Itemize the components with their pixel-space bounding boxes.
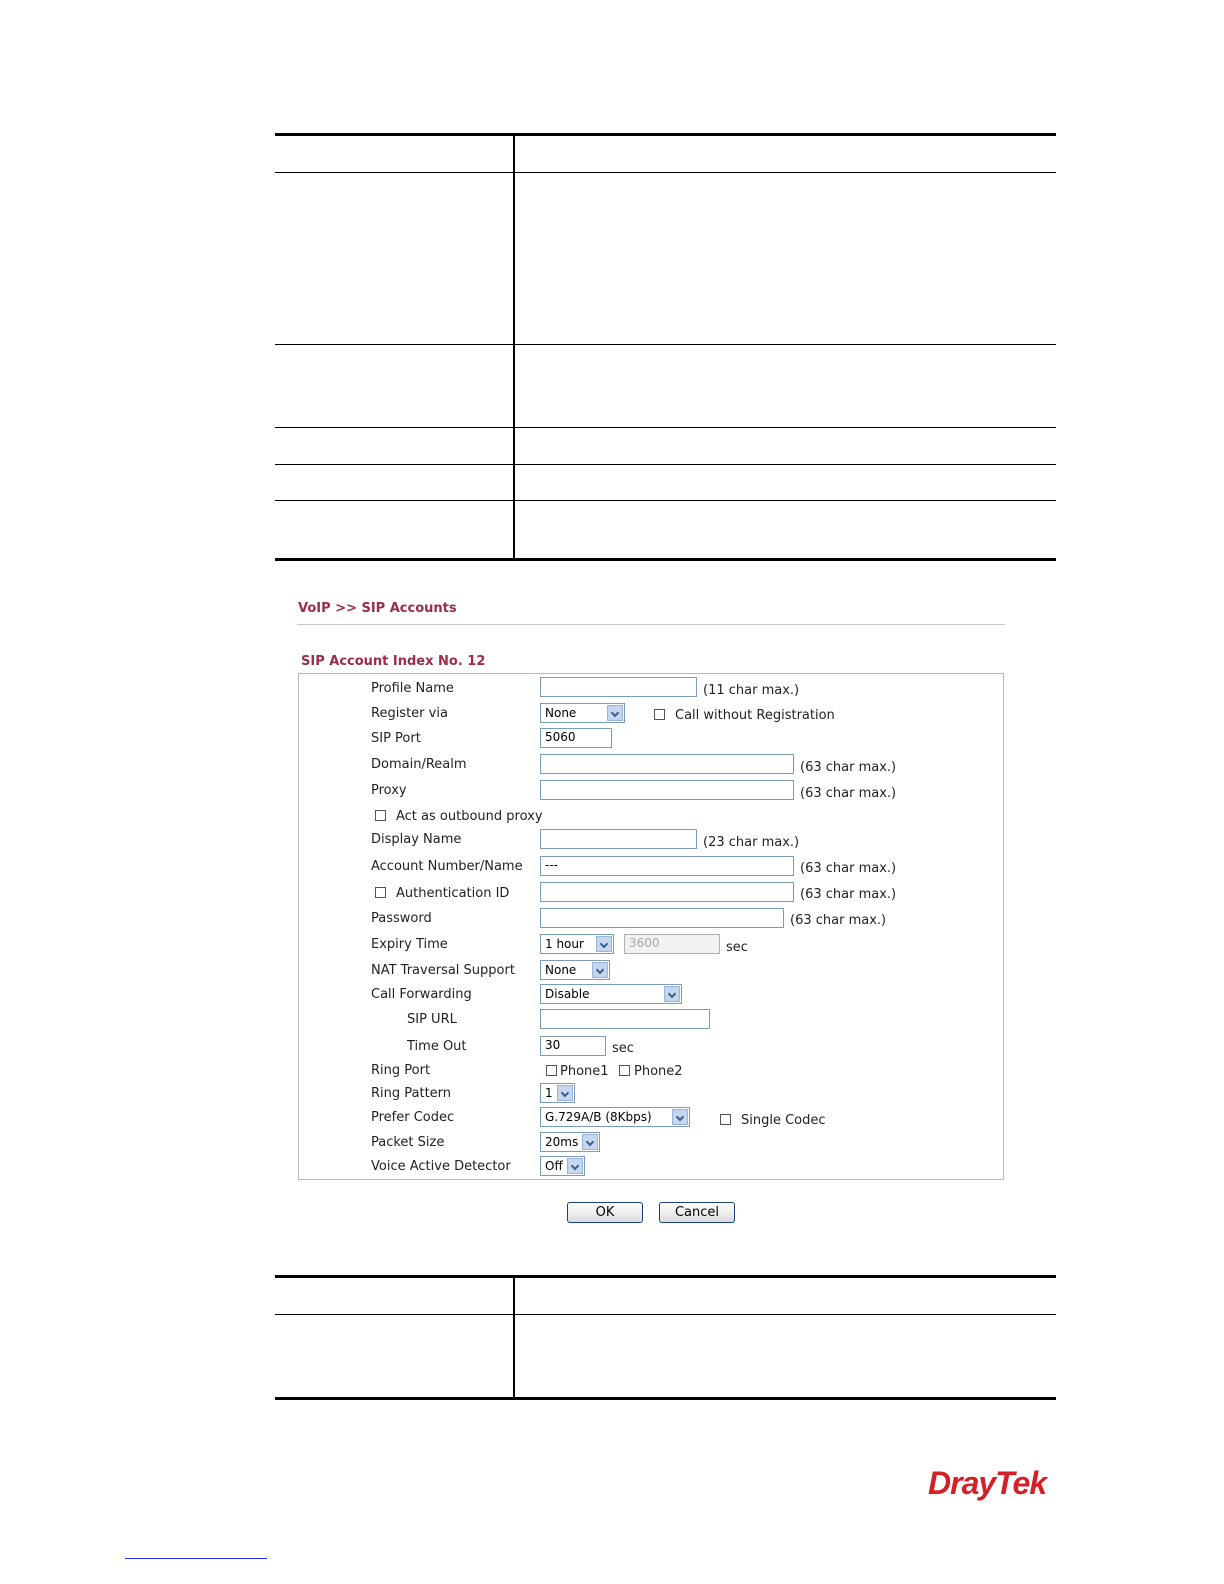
title-divider bbox=[297, 624, 1005, 625]
packet-size-select[interactable] bbox=[540, 1132, 600, 1152]
packet-size-value: 20ms bbox=[545, 1135, 579, 1149]
outbound-proxy-label: Act as outbound proxy bbox=[396, 809, 543, 824]
expiry-seconds-input: 3600 bbox=[624, 934, 720, 954]
footer-link-underline bbox=[125, 1558, 267, 1559]
phone2-label: Phone2 bbox=[634, 1064, 683, 1079]
phone1-checkbox[interactable] bbox=[546, 1065, 557, 1076]
chevron-down-icon bbox=[557, 1085, 573, 1101]
table-header-row bbox=[275, 1277, 1056, 1315]
authentication-id-input[interactable] bbox=[540, 882, 794, 902]
ring-pattern-value: 1 bbox=[545, 1086, 553, 1100]
table-row bbox=[275, 501, 1056, 560]
sip-port-label: SIP Port bbox=[371, 731, 421, 746]
register-via-value: None bbox=[545, 706, 577, 720]
prefer-codec-value: G.729A/B (8Kbps) bbox=[545, 1110, 652, 1124]
chevron-down-icon bbox=[567, 1158, 583, 1174]
account-number-input[interactable]: --- bbox=[540, 856, 794, 876]
password-input[interactable] bbox=[540, 908, 784, 928]
proxy-label: Proxy bbox=[371, 783, 407, 798]
account-header: SIP Account Index No. 12 bbox=[301, 654, 486, 669]
table-row bbox=[275, 465, 1056, 501]
expiry-time-label: Expiry Time bbox=[371, 937, 448, 952]
table-row bbox=[275, 345, 1056, 428]
display-name-hint: (23 char max.) bbox=[703, 835, 800, 850]
profile-name-hint: (11 char max.) bbox=[703, 683, 800, 698]
register-via-label: Register via bbox=[371, 706, 448, 721]
domain-realm-input[interactable] bbox=[540, 754, 794, 774]
prefer-codec-label: Prefer Codec bbox=[371, 1110, 455, 1125]
prefer-codec-select[interactable] bbox=[540, 1107, 690, 1127]
phone2-checkbox[interactable] bbox=[619, 1065, 630, 1076]
vad-value: Off bbox=[545, 1159, 563, 1173]
nat-traversal-value: None bbox=[545, 963, 577, 977]
authentication-id-label: Authentication ID bbox=[396, 886, 510, 901]
lower-description-table bbox=[275, 1275, 1056, 1400]
time-out-label: Time Out bbox=[407, 1039, 467, 1054]
call-forwarding-value: Disable bbox=[545, 987, 590, 1001]
display-name-input[interactable] bbox=[540, 829, 697, 849]
vad-label: Voice Active Detector bbox=[371, 1159, 511, 1174]
ring-port-label: Ring Port bbox=[371, 1063, 431, 1078]
display-name-label: Display Name bbox=[371, 832, 462, 847]
ring-pattern-label: Ring Pattern bbox=[371, 1086, 452, 1101]
cancel-button[interactable]: Cancel bbox=[659, 1202, 735, 1223]
ring-pattern-select[interactable] bbox=[540, 1083, 575, 1103]
account-number-hint: (63 char max.) bbox=[800, 861, 897, 876]
password-label: Password bbox=[371, 911, 432, 926]
proxy-input[interactable] bbox=[540, 780, 794, 800]
sip-port-input[interactable]: 5060 bbox=[540, 728, 612, 748]
authentication-id-checkbox[interactable] bbox=[375, 887, 386, 898]
table-row bbox=[275, 1315, 1056, 1399]
expiry-unit: sec bbox=[726, 940, 748, 955]
single-codec-checkbox[interactable] bbox=[720, 1114, 731, 1125]
packet-size-label: Packet Size bbox=[371, 1135, 445, 1150]
domain-realm-label: Domain/Realm bbox=[371, 757, 467, 772]
table-row bbox=[275, 428, 1056, 465]
nat-traversal-select[interactable] bbox=[540, 960, 610, 980]
time-out-input[interactable]: 30 bbox=[540, 1036, 606, 1056]
chevron-down-icon bbox=[664, 986, 680, 1002]
draytek-logo: DrayTek bbox=[928, 1465, 1047, 1501]
nat-traversal-label: NAT Traversal Support bbox=[371, 963, 515, 978]
table-header-row bbox=[275, 135, 1056, 173]
ok-button[interactable]: OK bbox=[567, 1202, 643, 1223]
chevron-down-icon bbox=[582, 1134, 598, 1150]
password-hint: (63 char max.) bbox=[790, 913, 887, 928]
chevron-down-icon bbox=[672, 1109, 688, 1125]
domain-realm-hint: (63 char max.) bbox=[800, 760, 897, 775]
proxy-hint: (63 char max.) bbox=[800, 786, 897, 801]
call-without-registration-checkbox[interactable] bbox=[654, 709, 665, 720]
expiry-time-value: 1 hour bbox=[545, 937, 584, 951]
profile-name-label: Profile Name bbox=[371, 681, 454, 696]
expiry-time-select[interactable] bbox=[540, 934, 614, 954]
call-without-registration-label: Call without Registration bbox=[675, 708, 835, 723]
register-via-select[interactable] bbox=[540, 703, 625, 723]
call-forwarding-select[interactable] bbox=[540, 984, 682, 1004]
upper-description-table bbox=[275, 133, 1056, 561]
chevron-down-icon bbox=[592, 962, 608, 978]
chevron-down-icon bbox=[607, 705, 623, 721]
phone1-label: Phone1 bbox=[560, 1064, 609, 1079]
vad-select[interactable] bbox=[540, 1156, 585, 1176]
sip-url-input[interactable] bbox=[540, 1009, 710, 1029]
table-row bbox=[275, 173, 1056, 345]
account-number-label: Account Number/Name bbox=[371, 859, 523, 874]
breadcrumb: VoIP >> SIP Accounts bbox=[298, 601, 457, 616]
authentication-id-hint: (63 char max.) bbox=[800, 887, 897, 902]
chevron-down-icon bbox=[596, 936, 612, 952]
single-codec-label: Single Codec bbox=[741, 1113, 826, 1128]
profile-name-input[interactable] bbox=[540, 677, 697, 697]
outbound-proxy-checkbox[interactable] bbox=[375, 810, 386, 821]
call-forwarding-label: Call Forwarding bbox=[371, 987, 472, 1002]
sip-url-label: SIP URL bbox=[407, 1012, 457, 1027]
time-out-unit: sec bbox=[612, 1041, 634, 1056]
